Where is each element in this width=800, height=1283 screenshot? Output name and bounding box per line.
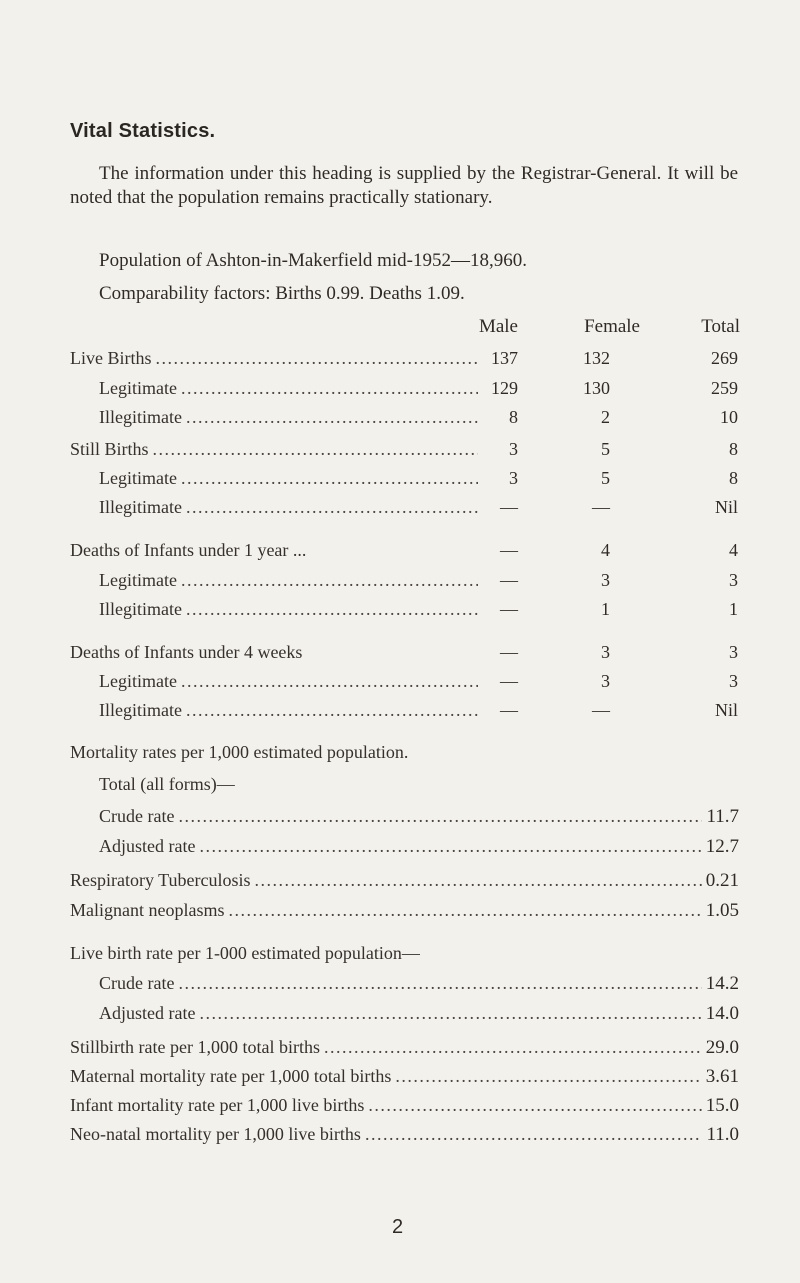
table-row — [99, 599, 482, 623]
rate-label: Neo-natal mortality per 1,000 live births — [70, 1124, 361, 1144]
rate-value: 0.21 — [705, 870, 739, 891]
cell-female: — — [592, 497, 610, 517]
cell-total: 3 — [729, 671, 738, 691]
rate-row — [99, 1003, 739, 1027]
table-row — [70, 642, 482, 666]
dot-leader — [395, 1066, 701, 1087]
dot-leader — [324, 1037, 702, 1058]
rate-row — [70, 1124, 739, 1148]
cell-male: — — [500, 570, 518, 590]
mortality-subtitle: Total (all forms)— — [99, 774, 235, 794]
cell-male: — — [500, 540, 518, 560]
rate-value: 1.05 — [705, 900, 739, 921]
row-label: Legitimate — [99, 570, 177, 590]
column-header-female: Female — [584, 316, 640, 337]
cell-total: Nil — [714, 700, 738, 720]
cell-female: 5 — [601, 439, 610, 459]
table-row — [99, 378, 482, 402]
cell-male: 8 — [509, 407, 518, 427]
rate-label: Crude rate — [99, 806, 175, 826]
intro-paragraph: The information under this heading is supplied by the Registrar-General. It will be noted that the population remains practically stationary. — [70, 163, 738, 208]
dot-leader — [186, 407, 478, 428]
rate-row — [99, 836, 739, 860]
cell-total: 269 — [711, 348, 738, 368]
table-row — [99, 671, 482, 695]
cell-female: 4 — [601, 540, 610, 560]
dot-leader — [228, 900, 701, 921]
dot-leader — [181, 378, 478, 399]
cell-male: — — [500, 671, 518, 691]
rate-label: Adjusted rate — [99, 836, 196, 856]
cell-total: 10 — [720, 407, 738, 427]
row-label: Illegitimate — [99, 497, 182, 517]
cell-male: — — [500, 497, 518, 517]
rate-row — [70, 1037, 739, 1061]
cell-total: 3 — [729, 642, 738, 662]
dot-leader — [365, 1124, 703, 1145]
table-row — [99, 497, 482, 521]
cell-total: Nil — [714, 497, 738, 517]
cell-total: 3 — [729, 570, 738, 590]
cell-male: — — [500, 700, 518, 720]
rate-value: 14.2 — [705, 973, 739, 994]
rate-value: 15.0 — [705, 1095, 739, 1116]
rate-row — [70, 1066, 739, 1090]
row-label: Legitimate — [99, 671, 177, 691]
rate-label: Adjusted rate — [99, 1003, 196, 1023]
rate-row — [70, 1095, 739, 1119]
cell-total: 8 — [729, 439, 738, 459]
rate-value: 11.7 — [706, 806, 739, 827]
cell-male: 129 — [491, 378, 518, 398]
comparability-line: Comparability factors: Births 0.99. Deaths 1.09. — [99, 283, 465, 304]
dot-leader — [199, 1003, 701, 1024]
column-header-total: Total — [701, 316, 740, 337]
row-label: Live Births — [70, 348, 152, 368]
rate-label: Crude rate — [99, 973, 175, 993]
rate-label: Malignant neoplasms — [70, 900, 225, 920]
table-row — [70, 439, 482, 463]
row-label: Deaths of Infants under 1 year ... — [70, 540, 307, 560]
rate-value: 12.7 — [705, 836, 739, 857]
table-row — [99, 407, 482, 431]
cell-female: 3 — [601, 642, 610, 662]
row-label: Illegitimate — [99, 599, 182, 619]
dot-leader — [199, 836, 701, 857]
rate-label: Maternal mortality rate per 1,000 total births — [70, 1066, 392, 1086]
dot-leader — [255, 870, 702, 891]
rate-row — [70, 870, 739, 894]
rate-value: 29.0 — [705, 1037, 739, 1058]
cell-male: 3 — [509, 468, 518, 488]
dot-leader — [181, 671, 478, 692]
cell-female: 3 — [601, 570, 610, 590]
cell-female: 2 — [601, 407, 610, 427]
table-row — [99, 700, 482, 724]
dot-leader — [156, 348, 479, 369]
cell-female: 132 — [583, 348, 610, 368]
cell-male: — — [500, 642, 518, 662]
row-label: Illegitimate — [99, 407, 182, 427]
cell-male: — — [500, 599, 518, 619]
rate-label: Respiratory Tuberculosis — [70, 870, 251, 890]
rate-value: 3.61 — [705, 1066, 739, 1087]
cell-female: 1 — [601, 599, 610, 619]
cell-female: — — [592, 700, 610, 720]
row-label: Legitimate — [99, 378, 177, 398]
cell-male: 3 — [509, 439, 518, 459]
rate-label: Stillbirth rate per 1,000 total births — [70, 1037, 320, 1057]
dot-leader — [153, 439, 478, 460]
page-number: 2 — [392, 1216, 404, 1238]
cell-total: 1 — [729, 599, 738, 619]
cell-female: 3 — [601, 671, 610, 691]
dot-leader — [186, 599, 478, 620]
row-label: Legitimate — [99, 468, 177, 488]
cell-female: 5 — [601, 468, 610, 488]
column-header-male: Male — [478, 316, 518, 337]
table-row — [99, 468, 482, 492]
rate-row — [99, 806, 739, 830]
rate-row — [70, 900, 739, 924]
dot-leader — [368, 1095, 701, 1116]
row-label: Deaths of Infants under 4 weeks — [70, 642, 303, 662]
dot-leader — [186, 700, 478, 721]
cell-total: 8 — [729, 468, 738, 488]
rate-row — [99, 973, 739, 997]
rate-label: Infant mortality rate per 1,000 live births — [70, 1095, 365, 1115]
dot-leader — [181, 570, 478, 591]
dot-leader — [186, 497, 478, 518]
cell-male: 137 — [491, 348, 518, 368]
dot-leader — [181, 468, 478, 489]
cell-total: 4 — [729, 540, 738, 560]
rate-value: 11.0 — [706, 1124, 739, 1145]
mortality-title: Mortality rates per 1,000 estimated population. — [70, 742, 409, 762]
dot-leader — [178, 806, 702, 827]
population-line: Population of Ashton-in-Makerfield mid-1952—18,960. — [99, 250, 527, 271]
rate-value: 14.0 — [705, 1003, 739, 1024]
section-heading: Vital Statistics. — [70, 120, 216, 142]
birth-rate-title: Live birth rate per 1-000 estimated population— — [70, 943, 420, 963]
cell-female: 130 — [583, 378, 610, 398]
dot-leader — [178, 973, 701, 994]
cell-total: 259 — [711, 378, 738, 398]
table-row — [70, 348, 482, 372]
row-label: Still Births — [70, 439, 149, 459]
table-row — [70, 540, 482, 564]
table-row — [99, 570, 482, 594]
row-label: Illegitimate — [99, 700, 182, 720]
